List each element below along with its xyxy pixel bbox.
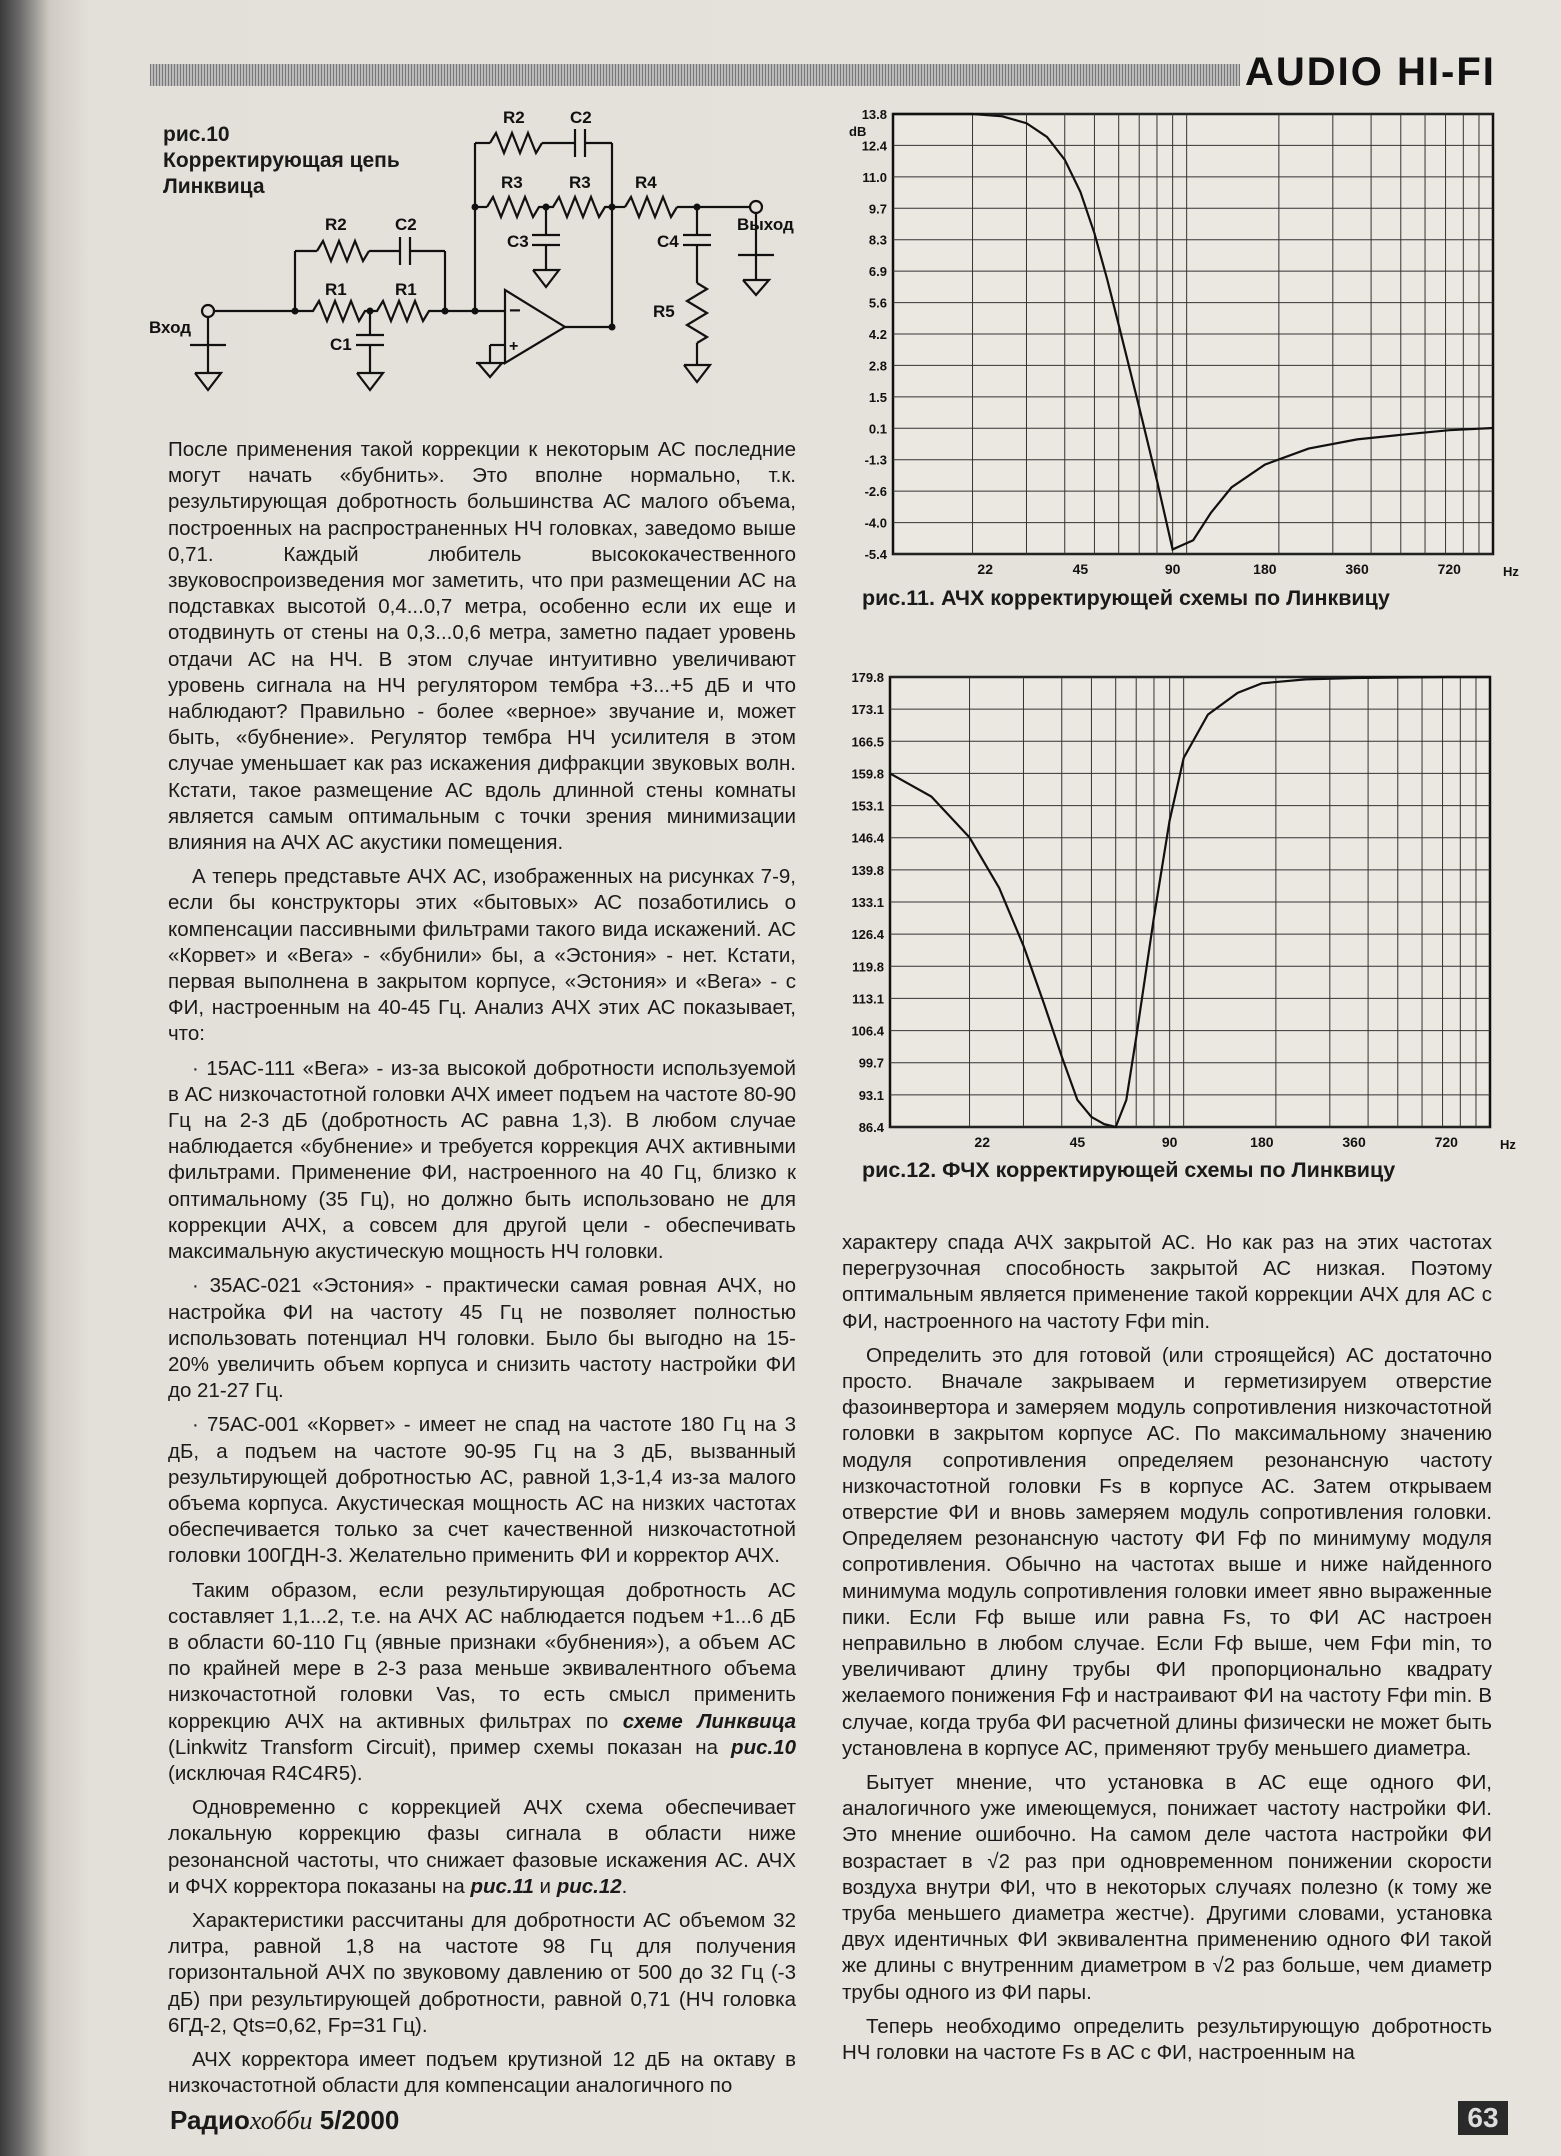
figure10-title-line2: Линквица	[163, 175, 265, 198]
figure10-number: рис.10	[163, 123, 230, 146]
y-tick-label: 8.3	[868, 232, 887, 248]
output-label: Выход	[737, 215, 794, 234]
emphasis-fig11: рис.11	[470, 1874, 534, 1898]
label-C2-feedback: C2	[570, 108, 592, 127]
text-span: Таким образом, если результирующая добротность АС составляет 1,1...2, т.е. на АЧХ АС наблюдается подъем +1...6 дБ в области 60-110 Гц (явные признаки «бубнения»), а объем АС по крайней мере в 2-3 раза меньше эквивалентного объема низкочастотной головки Vas, то есть смысл применить коррекцию АЧХ на активных фильтрах по	[168, 1578, 796, 1733]
x-tick-label: 720	[1434, 1134, 1458, 1150]
label-C2-left: C2	[395, 215, 417, 234]
x-tick-label: 720	[1437, 561, 1461, 577]
y-tick-label: 11.0	[862, 169, 887, 185]
y-tick-label: 93.1	[858, 1087, 884, 1103]
left-paragraph-estonia: · 35АС-021 «Эстония» - практически самая ровная АЧХ, но настройка ФИ на частоту 45 Гц не позволяет полностью использовать потенциал НЧ головки. Было бы выгодно на 15-20% увеличить объем корпуса и снизить частоту настройки ФИ до 21-27 Гц.	[168, 1274, 796, 1403]
y-tick-label: 179.8	[851, 670, 884, 685]
text-span: и	[533, 1874, 557, 1898]
y-tick-label: 4.2	[868, 327, 887, 342]
chart12-caption: рис.12. ФЧХ корректирующей схемы по Линквицу	[862, 1158, 1396, 1182]
y-tick-label: 1.5	[868, 389, 887, 405]
footer-masthead	[170, 2105, 399, 2136]
label-C3: C3	[507, 232, 529, 251]
y-tick-label: -2.6	[864, 484, 887, 500]
right-paragraph-2: Определить это для готовой (или строящейся) АС достаточно просто. Вначале закрываем и герметизируем отверстие фазоинвертора и замеряем модуль сопротивления низкочастотной головки в закрытом корпусе АС. По максимальному значению модуля сопротивления определяем резонансную частоту низкочастотной головки Fs в корпусе АС. Затем открываем отверстие ФИ и вновь замеряем модуль сопротивления головки. Определяем резонансную частоту ФИ Fф по минимуму модуля сопротивления. Обычно на частотах выше и ниже найденного минимума модуль сопротивления головки имеет явно выраженные пики. Если Fф выше или равна Fs, то ФИ АС настроен неправильно в любом случае. Если Fф выше, чем Fфи min, то увеличивают длину трубы ФИ пропорционально квадрату желаемого понижения Fф и настраивают ФИ на частоту Fфи min. В случае, когда труба ФИ расчетной длины физически не может быть установлена в корпусе АС, применяют трубу меньшего диаметра.	[842, 1343, 1492, 1760]
x-tick-label: 180	[1250, 1134, 1274, 1150]
y-tick-label: -5.4	[864, 547, 887, 562]
y-tick-label: 133.1	[851, 895, 884, 910]
x-axis-unit: Hz	[1503, 564, 1519, 579]
label-R3-first: R3	[501, 173, 523, 192]
page-number: 63	[1458, 2101, 1508, 2135]
x-tick-label: 45	[1072, 561, 1089, 577]
opamp-plus: +	[509, 338, 519, 355]
right-paragraph-4: Теперь необходимо определить результирующую добротность НЧ головки на частоте Fs в АС с ФИ, настроенным на	[842, 2014, 1492, 2065]
x-tick-label: 90	[1161, 1134, 1178, 1150]
chart-fig11-amplitude	[828, 100, 1528, 580]
y-tick-label: 13.8	[861, 107, 887, 122]
chart-fig12-phase	[818, 663, 1528, 1153]
label-R2-left: R2	[325, 215, 347, 234]
left-paragraph-phase	[168, 1795, 796, 1900]
y-tick-label: 166.5	[851, 734, 884, 750]
y-tick-label: 146.4	[851, 830, 884, 846]
y-tick-label: 119.8	[852, 959, 884, 975]
left-paragraph-characteristics: Характеристики рассчитаны для добротности АС объемом 32 литра, равной 1,8 на частоте 98 Гц для получения горизонтальной АЧХ по звуковому давлению от 500 до 32 Гц (-3 дБ) при результирующей добротности, равной 0,71 (НЧ головка 6ГД-2, Qts=0,62, Fp=31 Гц).	[168, 1908, 796, 2037]
x-tick-label: 22	[974, 1134, 991, 1150]
left-paragraph-korvet: · 75АС-001 «Корвет» - имеет не спад на частоте 180 Гц на 3 дБ, а подъем на частоте 90-95 Гц на 3 дБ, вызванный результирующей добротностью АС, равной 1,3-1,4 из-за малого объема корпуса. Акустическая мощность АС на низких частотах обеспечивается только за счет качественной низкочастотной головки 100ГДН-3. Желательно применить ФИ и корректор АЧХ.	[168, 1413, 796, 1568]
label-R1-first: R1	[325, 280, 347, 299]
left-paragraph-1: После применения такой коррекции к некоторым АС последние могут начать «бубнить». Это вполне нормально, т.к. результирующая добротность большинства АС малого объема, построенных на распространенных НЧ головках, заведомо выше 0,71. Каждый любитель высококачественного звуковоспроизведения мог заметить, что при размещении АС на подставках высотой 0,4...0,7 метра, особенно если их еще и отодвинуть от стены на 0,3...0,6 метра, заметно падает уровень отдачи АС на НЧ. В этом случае интуитивно увеличивают уровень сигнала на НЧ регулятором тембра +3...+5 дБ и что наблюдают? Правильно - более «верное» звучание и, может быть, «бубнение». Регулятор тембра НЧ усилителя в этом случае уменьшает как раз искажения дифракции звуковых волн. Кстати, такое размещение АС вдоль длинной стены комнаты является самым оптимальным с точки зрения минимизации влияния на АЧХ АС акустики помещения.	[168, 438, 796, 855]
label-R2-feedback: R2	[503, 108, 525, 127]
y-tick-label: 159.8	[851, 766, 884, 782]
left-paragraph-vega: · 15АС-111 «Вега» - из-за высокой добротности используемой в АС низкочастотной головки АЧХ имеет подъем на частоте 80-90 Гц на 2-3 дБ (добротность АС равна 1,3). В любом случае наблюдается «бубнение» и требуется коррекция АЧХ активными фильтрами. Применение ФИ, настроенного на 40 Гц, близко к оптимальному (35 Гц), но должно быть использовано не для коррекции АЧХ, а совсем для другой цели - обеспечивать максимальную акустическую мощность НЧ головки.	[168, 1056, 796, 1264]
y-axis-unit: dB	[849, 124, 867, 139]
y-tick-label: 113.1	[852, 991, 884, 1007]
figure10-schematic	[145, 95, 805, 410]
y-tick-label: 99.7	[858, 1055, 884, 1071]
section-title: AUDIO HI-FI	[1245, 50, 1496, 94]
header-rule	[150, 64, 1240, 86]
emphasis-fig12: рис.12	[556, 1874, 622, 1898]
chart11-caption: рис.11. АЧХ корректирующей схемы по Линквицу	[862, 586, 1390, 610]
label-R5: R5	[653, 302, 675, 321]
text-span: (исключая R4C4R5).	[168, 1761, 363, 1785]
emphasis-linkwitz: схеме Линквица	[622, 1709, 796, 1733]
left-paragraph-2: А теперь представьте АЧХ АС, изображенных на рисунках 7-9, если бы конструкторы этих «бытовых» АС позаботились о компенсации пассивными фильтрами такого вида искажений. АС «Корвет» и «Вега» - «бубнили» бы, а «Эстония» - нет. Кстати, первая выполнена в закрытом корпусе, «Эстония» и «Вега» - с ФИ, настроенным на 40-45 Гц. Анализ АЧХ этих АС показывает, что:	[168, 865, 796, 1046]
left-paragraph-slope: АЧХ корректора имеет подъем крутизной 12 дБ на октаву в низкочастотной области для компенсации аналогичного по	[168, 2047, 796, 2098]
right-paragraph-3: Бытует мнение, что установка в АС еще одного ФИ, аналогичного уже имеющемуся, понижает частоту настройки ФИ. Это мнение ошибочно. На самом деле частота настройки ФИ возрастает в √2 раз при одновременном понижении скорости воздуха внутри ФИ, что в некоторых случаях полезно (к тому же труба меньшего диаметра жестче). Другими словами, установка двух идентичных ФИ эквивалентна применению одного ФИ такой же длины с внутренним диаметром в √2 раз больше, чем диаметр трубы одного из ФИ пары.	[842, 1771, 1492, 2004]
right-paragraph-1: характеру спада АЧХ закрытой АС. Но как раз на этих частотах перегрузочная способность закрытой АС низкая. Поэтому оптимальным является применение такой коррекции АЧХ для АС с ФИ, настроенного на частоту Fфи min.	[842, 1231, 1492, 1333]
issue-number: 5/2000	[319, 2105, 400, 2135]
magazine-name: Радио	[170, 2105, 250, 2135]
right-column	[842, 1230, 1492, 2066]
left-column	[168, 437, 796, 2099]
y-tick-label: 126.4	[851, 927, 884, 943]
y-tick-label: -4.0	[864, 515, 887, 531]
x-axis-unit: Hz	[1500, 1137, 1516, 1152]
emphasis-fig10: рис.10	[731, 1735, 796, 1759]
text-span: Одновременно с коррекцией АЧХ схема обеспечивает локальную коррекцию фазы сигнала в области ниже резонансной частоты, что снижает фазовые искажения АС. АЧХ и ФЧХ корректора показаны на	[168, 1796, 796, 1898]
x-tick-label: 45	[1069, 1134, 1086, 1150]
label-R3-second: R3	[569, 173, 591, 192]
y-tick-label: 106.4	[851, 1023, 884, 1039]
y-tick-label: 86.4	[858, 1120, 884, 1135]
label-R4: R4	[635, 173, 657, 192]
y-tick-label: -1.3	[864, 452, 887, 468]
y-tick-label: 153.1	[851, 798, 884, 814]
x-tick-label: 360	[1345, 561, 1369, 577]
y-tick-label: 0.1	[868, 421, 887, 437]
y-tick-label: 12.4	[861, 138, 887, 154]
x-tick-label: 90	[1164, 561, 1181, 577]
x-tick-label: 22	[977, 561, 994, 577]
opamp-minus: −	[509, 300, 521, 322]
y-tick-label: 173.1	[851, 702, 884, 718]
y-tick-label: 9.7	[868, 201, 887, 217]
x-tick-label: 180	[1253, 561, 1277, 577]
text-span: (Linkwitz Transform Circuit), пример схемы показан на	[168, 1735, 732, 1759]
left-paragraph-conclusion	[168, 1578, 796, 1788]
y-tick-label: 6.9	[868, 264, 887, 280]
y-tick-label: 139.8	[851, 862, 884, 878]
figure10-title-line1: Корректирующая цепь	[163, 149, 400, 172]
input-label: Вход	[149, 318, 192, 337]
y-tick-label: 5.6	[868, 295, 887, 311]
label-C4: C4	[657, 232, 679, 251]
magazine-suffix: хобби	[249, 2106, 313, 2135]
label-R1-second: R1	[395, 280, 417, 299]
y-tick-label: 2.8	[868, 358, 887, 374]
label-C1: C1	[330, 335, 352, 354]
text-span: .	[621, 1874, 628, 1898]
x-tick-label: 360	[1342, 1134, 1366, 1150]
